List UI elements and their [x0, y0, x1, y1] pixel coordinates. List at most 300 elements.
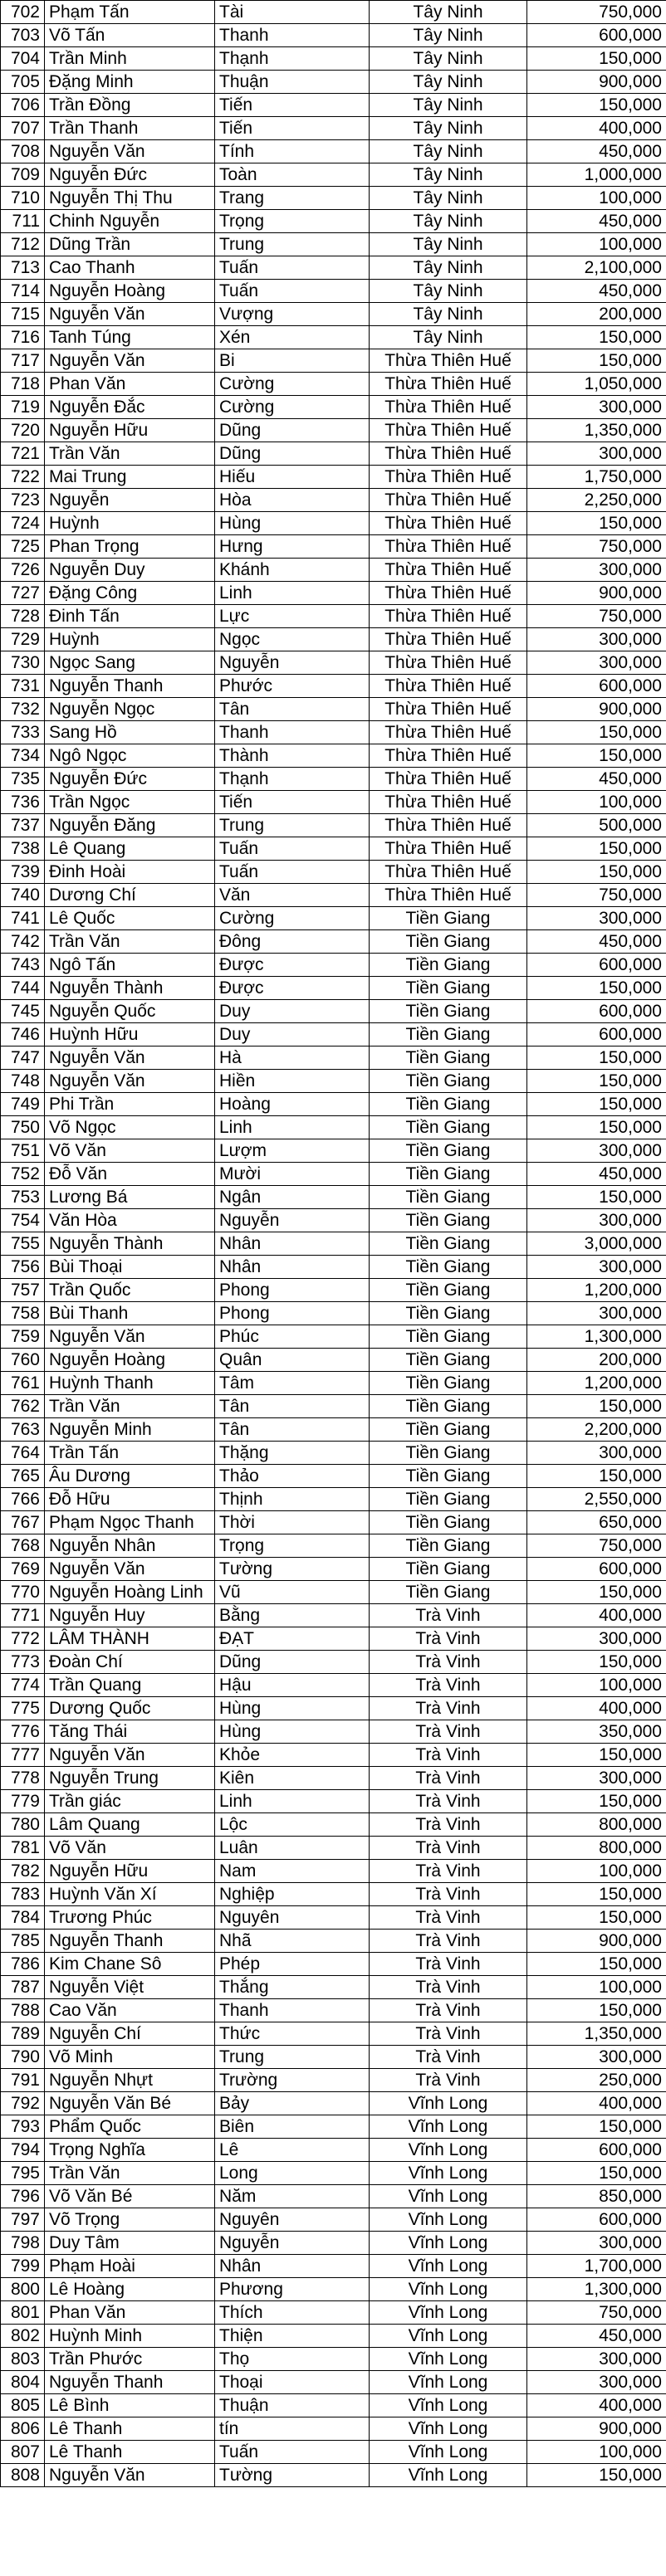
cell-index: 780 [1, 1813, 45, 1837]
cell-amount: 300,000 [527, 1209, 666, 1232]
cell-province: Tây Ninh [370, 94, 527, 117]
table-row [1, 907, 666, 930]
cell-given-name: Thành [215, 744, 370, 768]
cell-index: 755 [1, 1232, 45, 1256]
cell-given-name: Lộc [215, 1813, 370, 1837]
cell-province: Tiền Giang [370, 1511, 527, 1534]
cell-amount: 150,000 [527, 1070, 666, 1093]
cell-province: Thừa Thiên Huế [370, 675, 527, 698]
cell-index: 721 [1, 442, 45, 466]
cell-family-name: Nguyễn Huy [45, 1604, 215, 1627]
cell-province: Trà Vinh [370, 1790, 527, 1813]
cell-index: 803 [1, 2348, 45, 2371]
cell-index: 795 [1, 2162, 45, 2185]
cell-family-name: Duy Tâm [45, 2232, 215, 2255]
cell-index: 727 [1, 582, 45, 605]
cell-index: 747 [1, 1046, 45, 1070]
cell-province: Trà Vinh [370, 2069, 527, 2092]
cell-given-name: Được [215, 954, 370, 977]
cell-amount: 150,000 [527, 1883, 666, 1906]
cell-province: Tiền Giang [370, 1023, 527, 1046]
cell-amount: 400,000 [527, 1604, 666, 1627]
cell-amount: 600,000 [527, 24, 666, 47]
cell-amount: 150,000 [527, 1906, 666, 1930]
cell-amount: 150,000 [527, 1744, 666, 1767]
cell-given-name: Thịnh [215, 1488, 370, 1511]
cell-family-name: Trần Thanh [45, 117, 215, 140]
cell-index: 752 [1, 1163, 45, 1186]
cell-index: 763 [1, 1418, 45, 1442]
table-row [1, 1116, 666, 1139]
cell-family-name: Trần giác [45, 1790, 215, 1813]
cell-given-name: Tường [215, 1558, 370, 1581]
cell-province: Vĩnh Long [370, 2185, 527, 2208]
table-row [1, 2394, 666, 2417]
table-row [1, 1, 666, 24]
cell-given-name: Linh [215, 1790, 370, 1813]
cell-given-name: Thạnh [215, 768, 370, 791]
cell-province: Tiền Giang [370, 1581, 527, 1604]
table-row [1, 1837, 666, 1860]
cell-province: Vĩnh Long [370, 2092, 527, 2115]
table-row [1, 1279, 666, 1302]
table-row [1, 791, 666, 814]
cell-index: 760 [1, 1349, 45, 1372]
cell-family-name: Võ Văn Bé [45, 2185, 215, 2208]
cell-province: Tiền Giang [370, 1279, 527, 1302]
cell-given-name: Hà [215, 1046, 370, 1070]
cell-family-name: Trọng Nghĩa [45, 2139, 215, 2162]
cell-province: Tiền Giang [370, 1465, 527, 1488]
cell-province: Trà Vinh [370, 1883, 527, 1906]
cell-province: Thừa Thiên Huế [370, 489, 527, 512]
cell-index: 788 [1, 1999, 45, 2022]
cell-family-name: Nguyễn Đắc [45, 396, 215, 419]
cell-given-name: Mười [215, 1163, 370, 1186]
cell-amount: 400,000 [527, 117, 666, 140]
cell-index: 793 [1, 2115, 45, 2139]
cell-family-name: Phạm Ngọc Thanh [45, 1511, 215, 1534]
cell-amount: 1,300,000 [527, 2278, 666, 2301]
cell-index: 792 [1, 2092, 45, 2115]
table-row [1, 1418, 666, 1442]
cell-given-name: Duy [215, 1000, 370, 1023]
cell-family-name: Lê Thanh [45, 2441, 215, 2464]
cell-family-name: Trần Phước [45, 2348, 215, 2371]
cell-family-name: Đặng Minh [45, 71, 215, 94]
cell-index: 706 [1, 94, 45, 117]
cell-amount: 750,000 [527, 1, 666, 24]
cell-amount: 1,350,000 [527, 2022, 666, 2046]
cell-given-name: Kiên [215, 1767, 370, 1790]
cell-family-name: Đinh Hoài [45, 861, 215, 884]
cell-given-name: Nhân [215, 1256, 370, 1279]
cell-amount: 2,250,000 [527, 489, 666, 512]
cell-family-name: Lâm Quang [45, 1813, 215, 1837]
table-row [1, 675, 666, 698]
cell-family-name: Nguyễn Hoàng Linh [45, 1581, 215, 1604]
cell-index: 725 [1, 535, 45, 559]
table-row [1, 1906, 666, 1930]
cell-family-name: Phan Trọng [45, 535, 215, 559]
cell-amount: 150,000 [527, 1953, 666, 1976]
table-row [1, 1999, 666, 2022]
cell-province: Tiền Giang [370, 1186, 527, 1209]
cell-index: 740 [1, 884, 45, 907]
cell-amount: 300,000 [527, 442, 666, 466]
cell-given-name: Thanh [215, 721, 370, 744]
cell-amount: 2,100,000 [527, 256, 666, 280]
table-row [1, 187, 666, 210]
cell-amount: 150,000 [527, 1116, 666, 1139]
cell-province: Thừa Thiên Huế [370, 884, 527, 907]
cell-family-name: Sang Hồ [45, 721, 215, 744]
table-row [1, 605, 666, 628]
cell-amount: 300,000 [527, 2371, 666, 2394]
cell-family-name: Nguyễn Văn [45, 1070, 215, 1093]
cell-province: Thừa Thiên Huế [370, 605, 527, 628]
cell-amount: 450,000 [527, 930, 666, 954]
cell-family-name: Huỳnh Thanh [45, 1372, 215, 1395]
cell-given-name: Tài [215, 1, 370, 24]
cell-family-name: Trần Đồng [45, 94, 215, 117]
cell-province: Tiền Giang [370, 1209, 527, 1232]
cell-amount: 300,000 [527, 628, 666, 651]
table-row [1, 24, 666, 47]
table-row [1, 1046, 666, 1070]
cell-given-name: ĐẠT [215, 1627, 370, 1651]
cell-given-name: Phong [215, 1302, 370, 1325]
cell-family-name: Phan Văn [45, 373, 215, 396]
cell-province: Thừa Thiên Huế [370, 512, 527, 535]
cell-family-name: Bùi Thoại [45, 1256, 215, 1279]
cell-province: Vĩnh Long [370, 2441, 527, 2464]
cell-index: 707 [1, 117, 45, 140]
cell-amount: 450,000 [527, 280, 666, 303]
table-row [1, 1349, 666, 1372]
table-row [1, 1302, 666, 1325]
cell-given-name: Thích [215, 2301, 370, 2325]
cell-province: Trà Vinh [370, 1906, 527, 1930]
cell-index: 759 [1, 1325, 45, 1349]
cell-amount: 150,000 [527, 861, 666, 884]
table-row [1, 1163, 666, 1186]
cell-province: Vĩnh Long [370, 2255, 527, 2278]
cell-province: Vĩnh Long [370, 2394, 527, 2417]
cell-index: 757 [1, 1279, 45, 1302]
table-row [1, 2092, 666, 2115]
cell-index: 739 [1, 861, 45, 884]
cell-index: 705 [1, 71, 45, 94]
cell-given-name: Dũng [215, 419, 370, 442]
table-row [1, 94, 666, 117]
cell-index: 805 [1, 2394, 45, 2417]
cell-amount: 1,200,000 [527, 1372, 666, 1395]
cell-given-name: Hậu [215, 1674, 370, 1697]
table-row [1, 2278, 666, 2301]
table-row [1, 814, 666, 837]
cell-given-name: Trung [215, 2046, 370, 2069]
cell-province: Thừa Thiên Huế [370, 535, 527, 559]
cell-given-name: Trọng [215, 210, 370, 233]
cell-index: 776 [1, 1720, 45, 1744]
cell-index: 758 [1, 1302, 45, 1325]
cell-family-name: Lê Hoàng [45, 2278, 215, 2301]
cell-family-name: Huỳnh Hữu [45, 1023, 215, 1046]
table-row [1, 1720, 666, 1744]
cell-given-name: Linh [215, 582, 370, 605]
cell-given-name: Tiến [215, 94, 370, 117]
table-row [1, 47, 666, 71]
cell-amount: 150,000 [527, 2115, 666, 2139]
cell-index: 754 [1, 1209, 45, 1232]
cell-province: Trà Vinh [370, 1837, 527, 1860]
cell-province: Trà Vinh [370, 1697, 527, 1720]
cell-given-name: Quân [215, 1349, 370, 1372]
cell-family-name: Kim Chane Sô [45, 1953, 215, 1976]
cell-index: 714 [1, 280, 45, 303]
cell-amount: 900,000 [527, 2417, 666, 2441]
cell-index: 767 [1, 1511, 45, 1534]
cell-province: Trà Vinh [370, 1744, 527, 1767]
cell-given-name: Tâm [215, 1372, 370, 1395]
cell-index: 774 [1, 1674, 45, 1697]
cell-amount: 150,000 [527, 1581, 666, 1604]
table-row [1, 140, 666, 163]
cell-amount: 300,000 [527, 2046, 666, 2069]
cell-index: 783 [1, 1883, 45, 1906]
table-row [1, 1744, 666, 1767]
cell-amount: 150,000 [527, 1093, 666, 1116]
table-row [1, 489, 666, 512]
table-row [1, 442, 666, 466]
cell-province: Trà Vinh [370, 1930, 527, 1953]
cell-amount: 900,000 [527, 71, 666, 94]
table-row [1, 1511, 666, 1534]
table-row [1, 837, 666, 861]
cell-given-name: Thạnh [215, 47, 370, 71]
cell-family-name: Nguyễn Trung [45, 1767, 215, 1790]
table-row [1, 582, 666, 605]
cell-given-name: tín [215, 2417, 370, 2441]
table-row [1, 2208, 666, 2232]
cell-given-name: Thanh [215, 24, 370, 47]
cell-given-name: Trang [215, 187, 370, 210]
table-row [1, 2069, 666, 2092]
cell-index: 797 [1, 2208, 45, 2232]
cell-index: 728 [1, 605, 45, 628]
cell-family-name: Cao Văn [45, 1999, 215, 2022]
cell-amount: 150,000 [527, 744, 666, 768]
cell-amount: 2,200,000 [527, 1418, 666, 1442]
table-row [1, 1883, 666, 1906]
cell-province: Tiền Giang [370, 1442, 527, 1465]
table-row [1, 1581, 666, 1604]
cell-given-name: Tân [215, 1395, 370, 1418]
cell-given-name: Hiền [215, 1070, 370, 1093]
cell-family-name: Trần Ngọc [45, 791, 215, 814]
table-row [1, 2348, 666, 2371]
cell-index: 708 [1, 140, 45, 163]
table-row [1, 2185, 666, 2208]
cell-amount: 150,000 [527, 977, 666, 1000]
cell-province: Tiền Giang [370, 930, 527, 954]
cell-province: Vĩnh Long [370, 2325, 527, 2348]
table-row [1, 1697, 666, 1720]
cell-province: Vĩnh Long [370, 2464, 527, 2487]
cell-given-name: Trường [215, 2069, 370, 2092]
cell-province: Thừa Thiên Huế [370, 442, 527, 466]
cell-family-name: Nguyễn Thành [45, 977, 215, 1000]
cell-given-name: Thời [215, 1511, 370, 1534]
cell-amount: 100,000 [527, 791, 666, 814]
cell-family-name: Phan Văn [45, 2301, 215, 2325]
cell-province: Vĩnh Long [370, 2348, 527, 2371]
cell-index: 735 [1, 768, 45, 791]
cell-province: Tiền Giang [370, 1418, 527, 1442]
cell-amount: 100,000 [527, 233, 666, 256]
cell-amount: 100,000 [527, 187, 666, 210]
cell-given-name: Bi [215, 349, 370, 373]
cell-amount: 900,000 [527, 698, 666, 721]
cell-province: Vĩnh Long [370, 2208, 527, 2232]
cell-amount: 150,000 [527, 1999, 666, 2022]
cell-family-name: Nguyễn Văn [45, 1744, 215, 1767]
table-row [1, 1976, 666, 1999]
cell-index: 742 [1, 930, 45, 954]
cell-family-name: Bùi Thanh [45, 1302, 215, 1325]
table-row [1, 744, 666, 768]
cell-index: 703 [1, 24, 45, 47]
cell-family-name: Nguyễn Văn [45, 1558, 215, 1581]
cell-amount: 400,000 [527, 2092, 666, 2115]
cell-given-name: Ngọc [215, 628, 370, 651]
cell-index: 786 [1, 1953, 45, 1976]
cell-amount: 150,000 [527, 1465, 666, 1488]
cell-index: 713 [1, 256, 45, 280]
table-row [1, 1256, 666, 1279]
cell-family-name: Dương Quốc [45, 1697, 215, 1720]
cell-index: 798 [1, 2232, 45, 2255]
cell-family-name: Nguyễn Hữu [45, 419, 215, 442]
cell-index: 807 [1, 2441, 45, 2464]
cell-family-name: Đỗ Văn [45, 1163, 215, 1186]
cell-province: Trà Vinh [370, 1604, 527, 1627]
cell-amount: 150,000 [527, 1790, 666, 1813]
table-row [1, 768, 666, 791]
cell-index: 794 [1, 2139, 45, 2162]
cell-given-name: Phương [215, 2278, 370, 2301]
cell-amount: 600,000 [527, 675, 666, 698]
cell-index: 784 [1, 1906, 45, 1930]
table-row [1, 2162, 666, 2185]
cell-family-name: Huỳnh Minh [45, 2325, 215, 2348]
cell-given-name: Nguyễn [215, 651, 370, 675]
cell-index: 773 [1, 1651, 45, 1674]
cell-province: Thừa Thiên Huế [370, 466, 527, 489]
cell-family-name: Trần Tấn [45, 1442, 215, 1465]
cell-index: 717 [1, 349, 45, 373]
cell-index: 736 [1, 791, 45, 814]
cell-index: 753 [1, 1186, 45, 1209]
table-row [1, 2232, 666, 2255]
table-row [1, 721, 666, 744]
cell-province: Tây Ninh [370, 256, 527, 280]
cell-index: 722 [1, 466, 45, 489]
cell-family-name: Trần Văn [45, 2162, 215, 2185]
cell-province: Tiền Giang [370, 1116, 527, 1139]
cell-family-name: Dũng Trần [45, 233, 215, 256]
cell-given-name: Văn [215, 884, 370, 907]
cell-index: 808 [1, 2464, 45, 2487]
cell-index: 743 [1, 954, 45, 977]
cell-amount: 750,000 [527, 1534, 666, 1558]
cell-family-name: Ngọc Sang [45, 651, 215, 675]
table-row [1, 1023, 666, 1046]
cell-amount: 150,000 [527, 1046, 666, 1070]
table-row [1, 1651, 666, 1674]
cell-province: Trà Vinh [370, 1674, 527, 1697]
cell-family-name: Nguyễn Văn [45, 140, 215, 163]
cell-province: Thừa Thiên Huế [370, 559, 527, 582]
cell-given-name: Tân [215, 1418, 370, 1442]
table-row [1, 559, 666, 582]
table-row [1, 1534, 666, 1558]
table-row [1, 396, 666, 419]
cell-given-name: Hùng [215, 1697, 370, 1720]
cell-province: Thừa Thiên Huế [370, 396, 527, 419]
cell-given-name: Lê [215, 2139, 370, 2162]
cell-family-name: Trần Quốc [45, 1279, 215, 1302]
cell-province: Vĩnh Long [370, 2417, 527, 2441]
cell-family-name: Võ Tấn [45, 24, 215, 47]
table-row [1, 861, 666, 884]
cell-given-name: Nhân [215, 2255, 370, 2278]
cell-amount: 600,000 [527, 1000, 666, 1023]
cell-index: 709 [1, 163, 45, 187]
cell-index: 796 [1, 2185, 45, 2208]
cell-given-name: Thảo [215, 1465, 370, 1488]
cell-province: Tiền Giang [370, 1395, 527, 1418]
table-row [1, 628, 666, 651]
cell-given-name: Cường [215, 373, 370, 396]
cell-index: 746 [1, 1023, 45, 1046]
cell-given-name: Bảy [215, 2092, 370, 2115]
cell-amount: 150,000 [527, 2464, 666, 2487]
cell-given-name: Được [215, 977, 370, 1000]
cell-index: 769 [1, 1558, 45, 1581]
cell-given-name: Khánh [215, 559, 370, 582]
cell-amount: 450,000 [527, 1163, 666, 1186]
cell-amount: 300,000 [527, 559, 666, 582]
cell-province: Trà Vinh [370, 1953, 527, 1976]
cell-family-name: Lê Thanh [45, 2417, 215, 2441]
cell-family-name: Võ Ngọc [45, 1116, 215, 1139]
table-row [1, 1442, 666, 1465]
table-row [1, 954, 666, 977]
table-row [1, 1627, 666, 1651]
cell-index: 751 [1, 1139, 45, 1163]
cell-amount: 600,000 [527, 2139, 666, 2162]
table-row [1, 651, 666, 675]
cell-given-name: Tuấn [215, 861, 370, 884]
cell-province: Vĩnh Long [370, 2162, 527, 2185]
cell-amount: 1,700,000 [527, 2255, 666, 2278]
cell-family-name: Trương Phúc [45, 1906, 215, 1930]
cell-family-name: Trần Văn [45, 1395, 215, 1418]
cell-amount: 900,000 [527, 582, 666, 605]
cell-province: Trà Vinh [370, 1999, 527, 2022]
